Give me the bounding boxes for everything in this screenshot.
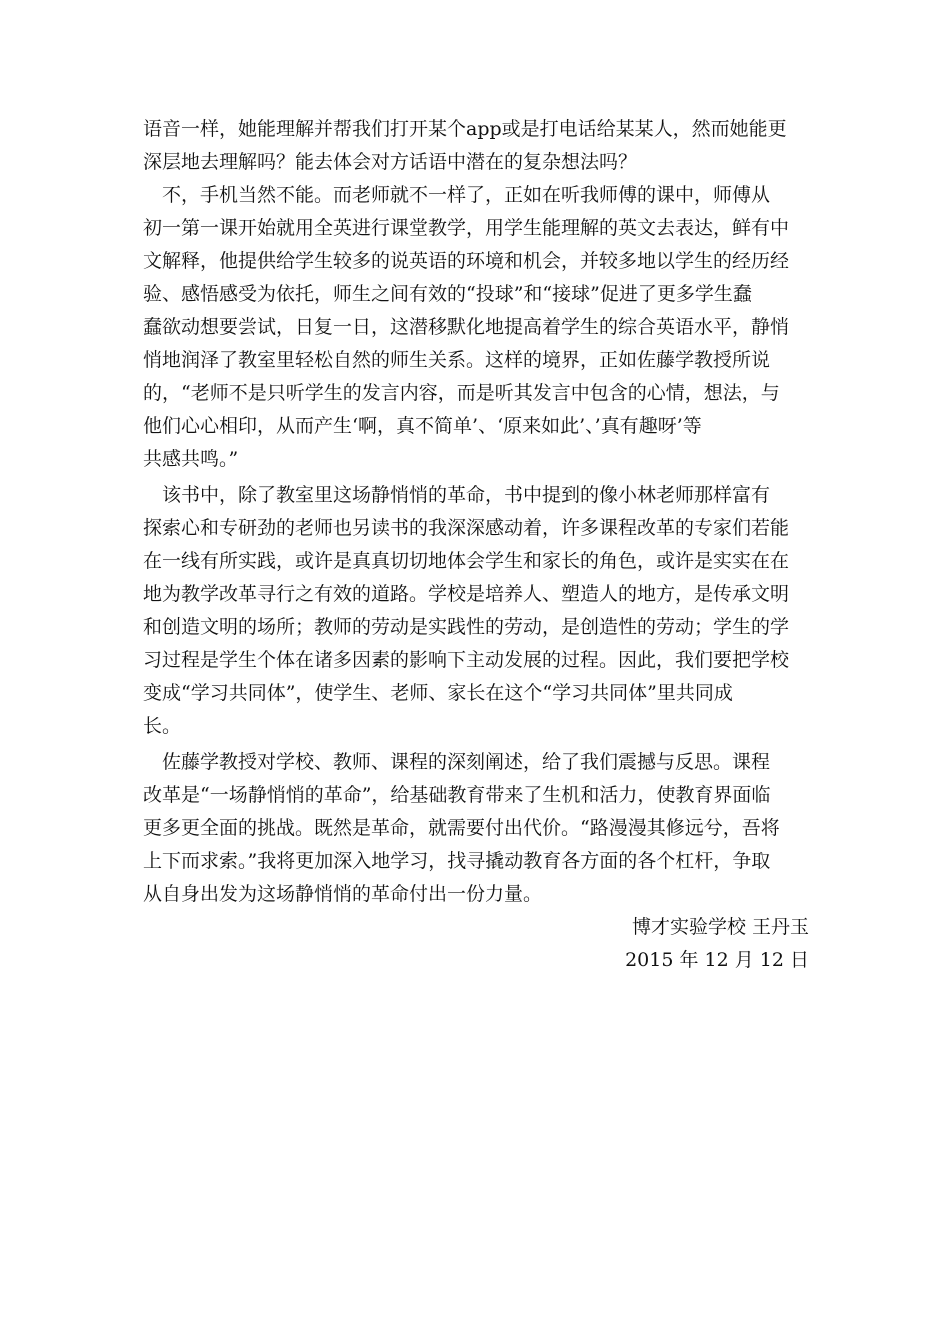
text-line: 的，“老师不是只听学生的发言内容，而是听其发言中包含的心情，想法，与: [143, 382, 780, 404]
paragraph-4: [143, 746, 809, 911]
text-line: 佐藤学教授对学校、教师、课程的深刻阐述，给了我们震撼与反思。课程: [143, 751, 771, 773]
text-line: 深层地去理解吗？能去体会对方话语中潜在的复杂想法吗？: [143, 151, 638, 173]
paragraph-2: [143, 179, 809, 476]
text-line: 习过程是学生个体在诸多因素的影响下主动发展的过程。因此，我们要把学校: [143, 649, 790, 671]
document-body: [143, 113, 809, 977]
text-line: 蠢欲动想要尝试，日复一日，这潜移默化地提高着学生的综合英语水平，静悄: [143, 316, 790, 338]
text-line: 更多更全面的挑战。既然是革命，就需要付出代价。“路漫漫其修远兮，吾将: [143, 817, 780, 839]
paragraph-3: [143, 479, 809, 743]
text-line: 变成“学习共同体”，使学生、老师、家长在这个“学习共同体”里共同成: [143, 682, 733, 704]
text-line: 长。: [143, 715, 182, 737]
text-line: 不，手机当然不能。而老师就不一样了，正如在听我师傅的课中，师傅从: [143, 184, 771, 206]
text-line: 悄地润泽了教室里轻松自然的师生关系。这样的境界，正如佐藤学教授所说: [143, 349, 771, 371]
text-line: 地为教学改革寻行之有效的道路。学校是培养人、塑造人的地方，是传承文明: [143, 583, 790, 605]
text-line: 他们心心相印，从而产生‘啊，真不简单’、‘原来如此’、’真有趣呀’等: [143, 415, 702, 437]
text-line: 从自身出发为这场静悄悄的革命付出一份力量。: [143, 883, 543, 905]
text-line: 该书中，除了教室里这场静悄悄的革命，书中提到的像小林老师那样富有: [143, 484, 771, 506]
text-line: 验、感悟感受为依托，师生之间有效的“投球”和“接球”促进了更多学生蠢: [143, 283, 752, 305]
text-line: 在一线有所实践，或许是真真切切地体会学生和家长的角色，或许是实实在在: [143, 550, 790, 572]
text-line: 探索心和专研劲的老师也另读书的我深深感动着，许多课程改革的专家们若能: [143, 517, 790, 539]
text-line: 改革是“一场静悄悄的革命”，给基础教育带来了生机和活力，使教育界面临: [143, 784, 771, 806]
text-line: 文解释，他提供给学生较多的说英语的环境和机会，并较多地以学生的经历经: [143, 250, 790, 272]
signature-block: [143, 911, 809, 977]
author-signature: 博才实验学校 王丹玉: [631, 916, 809, 938]
text-line: 语音一样，她能理解并帮我们打开某个app或是打电话给某某人，然而她能更: [143, 118, 787, 140]
text-line: 共感共鸣。”: [143, 448, 239, 470]
text-line: 上下而求索。”我将更加深入地学习，找寻撬动教育各方面的各个杠杆，争取: [143, 850, 771, 872]
text-line: 初一第一课开始就用全英进行课堂教学，用学生能理解的英文去表达，鲜有中: [143, 217, 790, 239]
text-line: 和创造文明的场所；教师的劳动是实践性的劳动，是创造性的劳动；学生的学: [143, 616, 790, 638]
paragraph-1: [143, 113, 809, 179]
signature-date: 2015 年 12 月 12 日: [625, 949, 809, 971]
